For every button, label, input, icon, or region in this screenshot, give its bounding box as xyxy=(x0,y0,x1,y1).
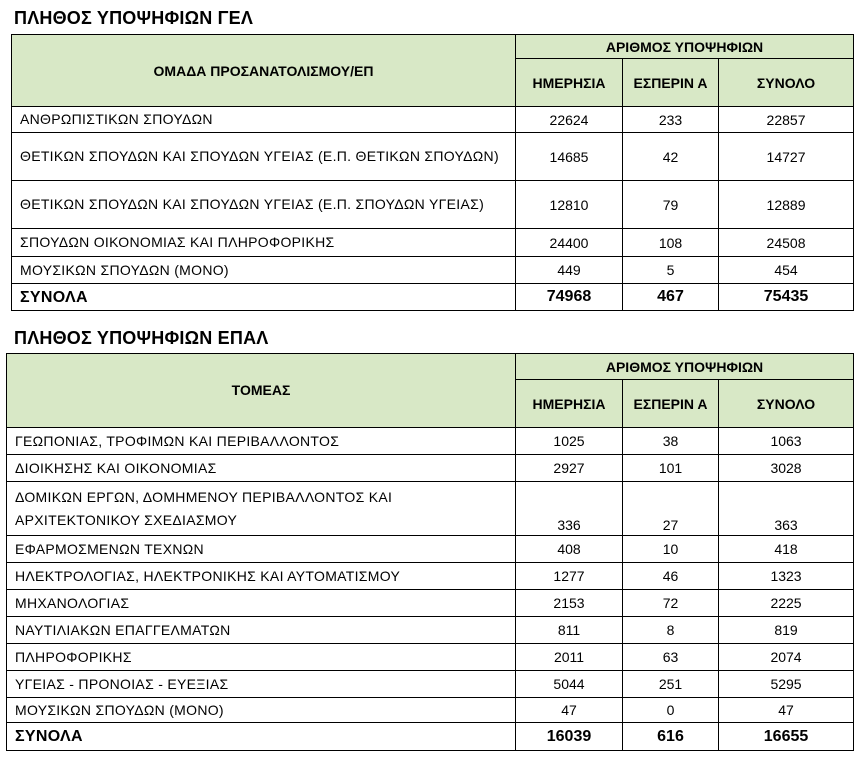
row-day: 1277 xyxy=(516,563,623,590)
row-day: 5044 xyxy=(516,671,623,698)
totals-row xyxy=(7,723,854,751)
row-day: 2011 xyxy=(516,644,623,671)
row-evening: 251 xyxy=(623,671,719,698)
epal-group-header: ΤΟΜΕΑΣ xyxy=(7,354,516,428)
row-total: 22857 xyxy=(719,107,854,133)
row-evening: 63 xyxy=(623,644,719,671)
row-day: 449 xyxy=(516,257,623,284)
row-name: ΝΑΥΤΙΛΙΑΚΩΝ ΕΠΑΓΓΕΛΜΑΤΩΝ xyxy=(7,617,516,644)
row-evening: 46 xyxy=(623,563,719,590)
row-evening: 5 xyxy=(623,257,719,284)
totals-total: 16655 xyxy=(719,723,854,751)
table-row xyxy=(7,482,854,536)
row-day: 2153 xyxy=(516,590,623,617)
row-name: ΔΟΜΙΚΩΝ ΕΡΓΩΝ, ΔΟΜΗΜΕΝΟΥ ΠΕΡΙΒΑΛΛΟΝΤΟΣ ΚΑΙ ΑΡΧΙΤΕΚΤΟΝΙΚΟΥ ΣΧΕΔΙΑΣΜΟΥ xyxy=(7,482,516,536)
row-name: ΘΕΤΙΚΩΝ ΣΠΟΥΔΩΝ ΚΑΙ ΣΠΟΥΔΩΝ ΥΓΕΙΑΣ (Ε.Π. ΣΠΟΥΔΩΝ ΥΓΕΙΑΣ) xyxy=(12,181,516,229)
row-total: 3028 xyxy=(719,455,854,482)
table-row xyxy=(12,257,854,284)
row-evening: 0 xyxy=(623,698,719,723)
row-day: 336 xyxy=(516,482,623,536)
gel-title: ΠΛΗΘΟΣ ΥΠΟΨΗΦΙΩΝ ΓΕΛ xyxy=(14,8,254,28)
row-total: 363 xyxy=(719,482,854,536)
row-day: 22624 xyxy=(516,107,623,133)
totals-row xyxy=(12,284,854,311)
totals-label: ΣΥΝΟΛΑ xyxy=(12,284,516,311)
row-total: 2225 xyxy=(719,590,854,617)
table-row xyxy=(12,133,854,181)
epal-table xyxy=(6,353,854,751)
row-total: 5295 xyxy=(719,671,854,698)
table-row xyxy=(12,107,854,133)
row-name: ΕΦΑΡΜΟΣΜΕΝΩΝ ΤΕΧΝΩΝ xyxy=(7,536,516,563)
epal-count-header: ΑΡΙΘΜΟΣ ΥΠΟΨΗΦΙΩΝ xyxy=(516,354,854,380)
row-total: 47 xyxy=(719,698,854,723)
row-evening: 233 xyxy=(623,107,719,133)
row-evening: 10 xyxy=(623,536,719,563)
row-evening: 42 xyxy=(623,133,719,181)
row-name: ΥΓΕΙΑΣ - ΠΡΟΝΟΙΑΣ - ΕΥΕΞΙΑΣ xyxy=(7,671,516,698)
row-evening: 79 xyxy=(623,181,719,229)
totals-evening: 616 xyxy=(623,723,719,751)
row-day: 1025 xyxy=(516,428,623,455)
row-total: 24508 xyxy=(719,229,854,257)
row-day: 408 xyxy=(516,536,623,563)
row-evening: 27 xyxy=(623,482,719,536)
table-row xyxy=(7,617,854,644)
epal-evening-header: ΕΣΠΕΡΙΝ Α xyxy=(623,380,719,428)
row-total: 819 xyxy=(719,617,854,644)
row-total: 14727 xyxy=(719,133,854,181)
row-day: 14685 xyxy=(516,133,623,181)
table-row xyxy=(12,181,854,229)
row-name: ΘΕΤΙΚΩΝ ΣΠΟΥΔΩΝ ΚΑΙ ΣΠΟΥΔΩΝ ΥΓΕΙΑΣ (Ε.Π. ΘΕΤΙΚΩΝ ΣΠΟΥΔΩΝ) xyxy=(12,133,516,181)
table-row xyxy=(7,563,854,590)
row-name: ΜΟΥΣΙΚΩΝ ΣΠΟΥΔΩΝ (ΜΟΝΟ) xyxy=(12,257,516,284)
table-row xyxy=(7,671,854,698)
row-total: 12889 xyxy=(719,181,854,229)
row-name: ΓΕΩΠΟΝΙΑΣ, ΤΡΟΦΙΜΩΝ ΚΑΙ ΠΕΡΙΒΑΛΛΟΝΤΟΣ xyxy=(7,428,516,455)
row-day: 47 xyxy=(516,698,623,723)
gel-evening-header: ΕΣΠΕΡΙΝ Α xyxy=(623,59,719,107)
gel-count-header: ΑΡΙΘΜΟΣ ΥΠΟΨΗΦΙΩΝ xyxy=(516,35,854,59)
row-name: ΠΛΗΡΟΦΟΡΙΚΗΣ xyxy=(7,644,516,671)
gel-total-header: ΣΥΝΟΛΟ xyxy=(719,59,854,107)
totals-day: 16039 xyxy=(516,723,623,751)
row-evening: 38 xyxy=(623,428,719,455)
row-total: 2074 xyxy=(719,644,854,671)
row-total: 418 xyxy=(719,536,854,563)
row-total: 454 xyxy=(719,257,854,284)
gel-group-header: ΟΜΑΔΑ ΠΡΟΣΑΝΑΤΟΛΙΣΜΟΥ/ΕΠ xyxy=(12,35,516,107)
row-day: 24400 xyxy=(516,229,623,257)
table-row xyxy=(7,590,854,617)
totals-evening: 467 xyxy=(623,284,719,311)
row-day: 2927 xyxy=(516,455,623,482)
table-row xyxy=(7,455,854,482)
table-row xyxy=(7,536,854,563)
totals-label: ΣΥΝΟΛΑ xyxy=(7,723,516,751)
table-row xyxy=(12,229,854,257)
row-evening: 8 xyxy=(623,617,719,644)
table-row xyxy=(7,644,854,671)
row-day: 811 xyxy=(516,617,623,644)
row-total: 1323 xyxy=(719,563,854,590)
totals-total: 75435 xyxy=(719,284,854,311)
row-name: ΣΠΟΥΔΩΝ ΟΙΚΟΝΟΜΙΑΣ ΚΑΙ ΠΛΗΡΟΦΟΡΙΚΗΣ xyxy=(12,229,516,257)
gel-day-header: ΗΜΕΡΗΣΙΑ xyxy=(516,59,623,107)
row-evening: 72 xyxy=(623,590,719,617)
table-row xyxy=(7,428,854,455)
row-evening: 101 xyxy=(623,455,719,482)
row-name: ΗΛΕΚΤΡΟΛΟΓΙΑΣ, ΗΛΕΚΤΡΟΝΙΚΗΣ ΚΑΙ ΑΥΤΟΜΑΤΙΣΜΟΥ xyxy=(7,563,516,590)
epal-total-header: ΣΥΝΟΛΟ xyxy=(719,380,854,428)
epal-day-header: ΗΜΕΡΗΣΙΑ xyxy=(516,380,623,428)
row-day: 12810 xyxy=(516,181,623,229)
row-evening: 108 xyxy=(623,229,719,257)
row-name: ΜΗΧΑΝΟΛΟΓΙΑΣ xyxy=(7,590,516,617)
table-row xyxy=(7,698,854,723)
epal-title: ΠΛΗΘΟΣ ΥΠΟΨΗΦΙΩΝ ΕΠΑΛ xyxy=(14,328,269,348)
gel-table xyxy=(11,34,854,311)
row-name: ΔΙΟΙΚΗΣΗΣ ΚΑΙ ΟΙΚΟΝΟΜΙΑΣ xyxy=(7,455,516,482)
row-name: ΑΝΘΡΩΠΙΣΤΙΚΩΝ ΣΠΟΥΔΩΝ xyxy=(12,107,516,133)
totals-day: 74968 xyxy=(516,284,623,311)
row-total: 1063 xyxy=(719,428,854,455)
row-name: ΜΟΥΣΙΚΩΝ ΣΠΟΥΔΩΝ (ΜΟΝΟ) xyxy=(7,698,516,723)
